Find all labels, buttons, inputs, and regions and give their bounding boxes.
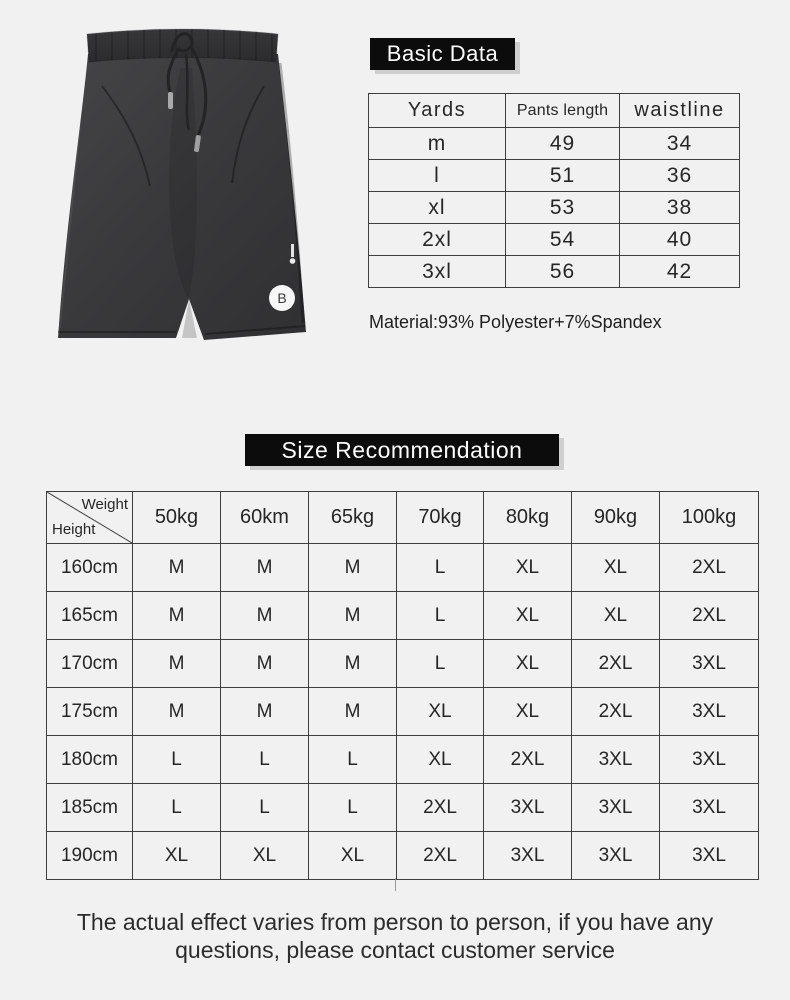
- size-cell: XL: [221, 832, 309, 880]
- size-cell: L: [309, 784, 397, 832]
- shorts-illustration: [40, 8, 320, 348]
- size-cell: 3XL: [572, 736, 660, 784]
- weight-header: 50kg: [133, 492, 221, 544]
- column-header-yards: Yards: [369, 94, 506, 128]
- product-photo: [40, 8, 320, 348]
- size-cell: M: [133, 544, 221, 592]
- height-header: 165cm: [47, 592, 133, 640]
- height-header: 185cm: [47, 784, 133, 832]
- size-cell: XL: [572, 544, 660, 592]
- height-header: 170cm: [47, 640, 133, 688]
- size-cell: M: [221, 688, 309, 736]
- size-cell: XL: [133, 832, 221, 880]
- size-cell: 3XL: [660, 832, 759, 880]
- size-cell: M: [221, 544, 309, 592]
- size-cell: 3XL: [484, 784, 572, 832]
- size-cell: M: [309, 640, 397, 688]
- waistline-cell: 40: [620, 224, 740, 256]
- waistline-cell: 36: [620, 160, 740, 192]
- size-cell: 3XL: [660, 736, 759, 784]
- size-recommendation-table: [46, 491, 759, 880]
- table-row: [369, 256, 740, 288]
- weight-header: 100kg: [660, 492, 759, 544]
- size-cell: 3XL: [572, 832, 660, 880]
- size-cell: 2XL: [484, 736, 572, 784]
- size-cell: XL: [484, 592, 572, 640]
- pants-length-cell: 53: [506, 192, 620, 224]
- size-cell: L: [133, 736, 221, 784]
- weight-header: 80kg: [484, 492, 572, 544]
- table-row: [47, 640, 759, 688]
- size-cell: 2XL: [397, 832, 484, 880]
- size-cell: XL: [397, 688, 484, 736]
- table-row: [369, 128, 740, 160]
- size-cell: M: [309, 544, 397, 592]
- basic-data-table: [368, 93, 740, 288]
- material-note: Material:93% Polyester+7%Spandex: [369, 312, 662, 332]
- pants-length-cell: 56: [506, 256, 620, 288]
- size-cell: 2XL: [397, 784, 484, 832]
- size-cell: XL: [309, 832, 397, 880]
- pants-length-cell: 49: [506, 128, 620, 160]
- size-cell: XL: [572, 592, 660, 640]
- size-cell: XL: [484, 640, 572, 688]
- corner-label-weight: Weight: [81, 496, 128, 513]
- footer-note: [0, 908, 790, 964]
- footer-note-line1: The actual effect varies from person to person, if you have any: [76, 909, 714, 935]
- height-header: 160cm: [47, 544, 133, 592]
- size-cell: M: [309, 592, 397, 640]
- size-cell: XL: [484, 688, 572, 736]
- waistline-cell: 38: [620, 192, 740, 224]
- size-cell: XL: [397, 736, 484, 784]
- table-border-artifact: [395, 878, 396, 891]
- column-header-waistline: waistline: [620, 94, 740, 128]
- pants-length-cell: 51: [506, 160, 620, 192]
- size-cell: 3XL: [660, 688, 759, 736]
- size-cell: L: [309, 736, 397, 784]
- waistline-cell: 42: [620, 256, 740, 288]
- weight-header: 90kg: [572, 492, 660, 544]
- table-row: [47, 736, 759, 784]
- brand-badge-icon: [269, 285, 295, 311]
- size-cell: L: [221, 736, 309, 784]
- basic-data-title: Basic Data: [370, 38, 515, 70]
- table-row: [47, 544, 759, 592]
- size-cell: 2XL: [572, 640, 660, 688]
- drawstring-aglet-icon: [168, 92, 173, 109]
- size-cell: XL: [484, 544, 572, 592]
- table-row: [369, 160, 740, 192]
- column-header-pants-length: Pants length: [506, 94, 620, 128]
- size-cell: M: [133, 592, 221, 640]
- svg-text:B: B: [277, 290, 287, 306]
- height-weight-corner-cell: [47, 492, 133, 544]
- size-cell: 2XL: [572, 688, 660, 736]
- table-row: [47, 592, 759, 640]
- size-cell: L: [397, 640, 484, 688]
- table-row: [47, 832, 759, 880]
- corner-label-height: Height: [52, 521, 96, 538]
- size-cell: M: [133, 640, 221, 688]
- size-cell: M: [133, 688, 221, 736]
- weight-header: 70kg: [397, 492, 484, 544]
- table-header-row: [47, 492, 759, 544]
- table-row: [369, 192, 740, 224]
- size-cell: 3XL: [660, 640, 759, 688]
- pants-length-cell: 54: [506, 224, 620, 256]
- weight-header: 65kg: [309, 492, 397, 544]
- size-name-cell: m: [369, 128, 506, 160]
- size-cell: 3XL: [572, 784, 660, 832]
- weight-header: 60km: [221, 492, 309, 544]
- size-cell: 2XL: [660, 544, 759, 592]
- waistline-cell: 34: [620, 128, 740, 160]
- footer-note-line2: questions, please contact customer service: [175, 937, 615, 964]
- size-cell: 3XL: [660, 784, 759, 832]
- size-cell: L: [397, 592, 484, 640]
- height-header: 190cm: [47, 832, 133, 880]
- size-cell: 3XL: [484, 832, 572, 880]
- size-name-cell: 2xl: [369, 224, 506, 256]
- table-row: [47, 688, 759, 736]
- size-cell: L: [221, 784, 309, 832]
- table-header-row: [369, 94, 740, 128]
- size-cell: M: [221, 640, 309, 688]
- table-row: [47, 784, 759, 832]
- size-recommendation-title: Size Recommendation: [245, 434, 559, 466]
- size-name-cell: xl: [369, 192, 506, 224]
- size-cell: L: [133, 784, 221, 832]
- size-cell: 2XL: [660, 592, 759, 640]
- height-header: 180cm: [47, 736, 133, 784]
- size-cell: M: [221, 592, 309, 640]
- size-name-cell: l: [369, 160, 506, 192]
- size-cell: L: [397, 544, 484, 592]
- table-row: [369, 224, 740, 256]
- height-header: 175cm: [47, 688, 133, 736]
- size-name-cell: 3xl: [369, 256, 506, 288]
- size-cell: M: [309, 688, 397, 736]
